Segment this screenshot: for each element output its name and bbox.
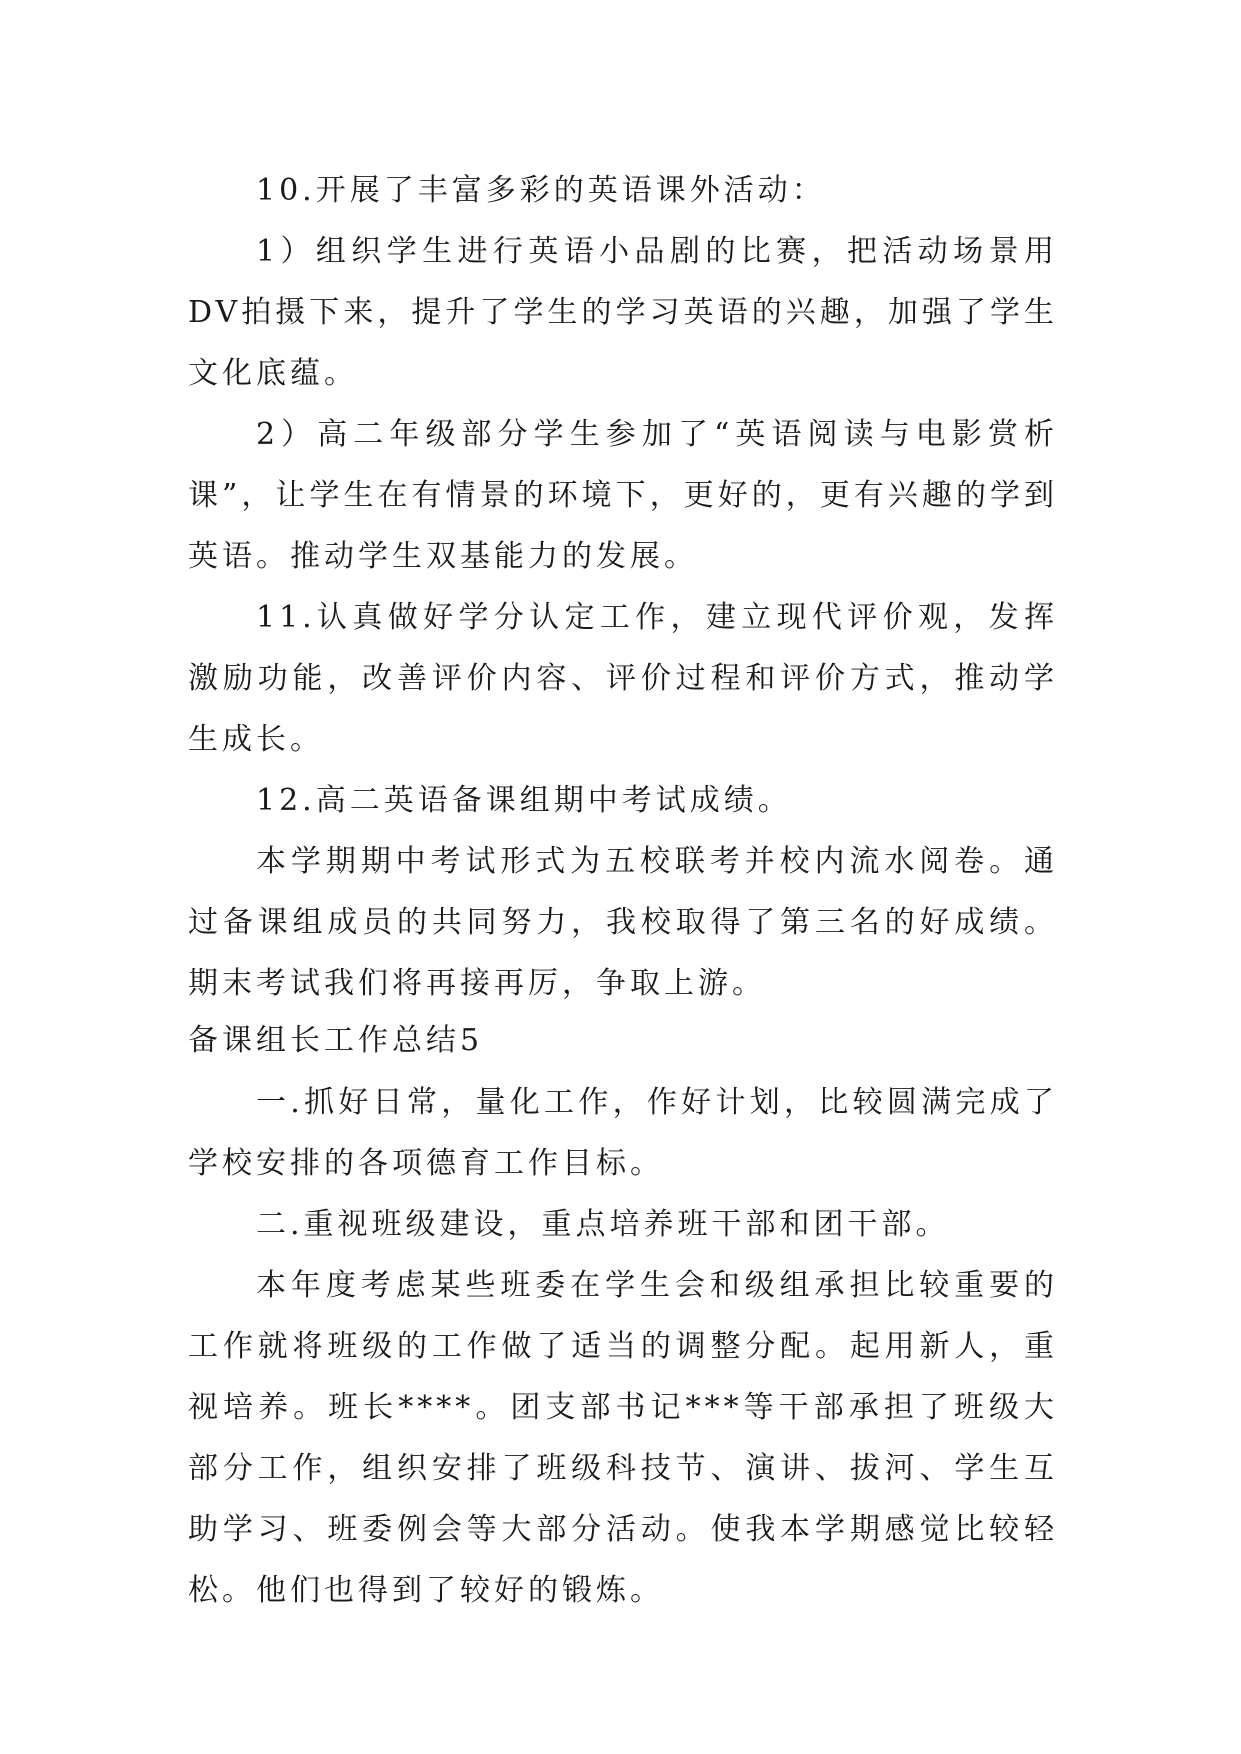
- paragraph-reading-film-course: 2）高二年级部分学生参加了“英语阅读与电影赏析课”，让学生在有情景的环境下，更好的，更有兴趣的学到英语。推动学生双基能力的发展。: [188, 417, 1058, 574]
- paragraph-class-building: 二.重视班级建设，重点培养班干部和团干部。: [256, 1207, 950, 1242]
- section-title: 备课组长工作总结5: [188, 1023, 484, 1058]
- paragraph-midterm-results: 本学期期中考试形式为五校联考并校内流水阅卷。通过备课组成员的共同努力，我校取得了第三名的好成绩。期末考试我们将再接再厉，争取上游。: [188, 844, 1058, 1001]
- paragraph-daily-work: 一.抓好日常，量化工作，作好计划，比较圆满完成了学校安排的各项德育工作目标。: [188, 1085, 1058, 1181]
- document-body: [188, 160, 1058, 1621]
- paragraph-midterm-results-heading: 12.高二英语备课组期中考试成绩。: [256, 783, 792, 818]
- paragraph-skit-competition: 1）组织学生进行英语小品剧的比赛，把活动场景用DV拍摄下来，提升了学生的学习英语的兴趣，加强了学生文化底蕴。: [188, 234, 1058, 391]
- paragraph-credit-recognition: 11.认真做好学分认定工作，建立现代评价观，发挥激励功能，改善评价内容、评价过程和评价方式，推动学生成长。: [188, 600, 1058, 757]
- paragraph-class-committee: 本年度考虑某些班委在学生会和级组承担比较重要的工作就将班级的工作做了适当的调整分配。起用新人，重视培养。班长****。团支部书记***等干部承担了班级大部分工作，组织安排了班级科技节、演讲、拔河、学生互助学习、班委例会等大部分活动。使我本学期感觉比较轻松。他们也得到了较好的锻炼。: [188, 1268, 1058, 1608]
- paragraph-activities-heading: 10.开展了丰富多彩的英语课外活动：: [256, 173, 826, 208]
